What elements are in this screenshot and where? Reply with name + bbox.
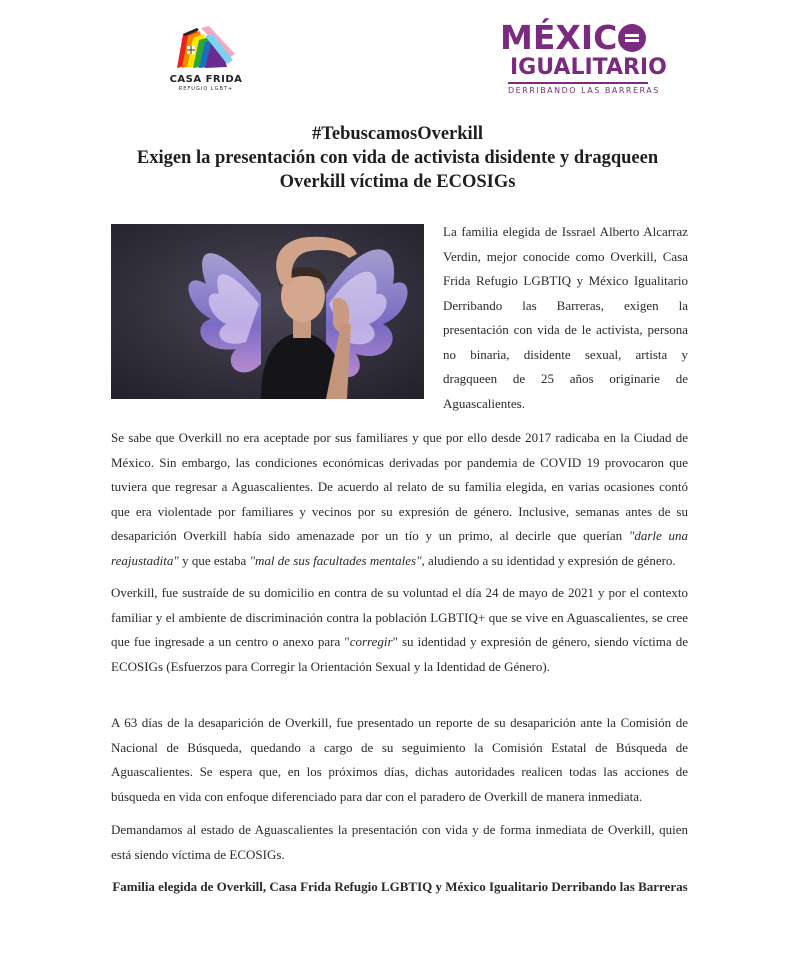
p1-quote-1: "darle una reajustadita" xyxy=(111,528,689,568)
p2-text-a: Overkill, fue sustraíde de su domicilio en contra de su voluntad el día 24 de mayo de 2021 y por el contexto familiar y el ambiente de discriminación contra la población LGBTIQ+ que se vive en Aguascalientes, se cree que fue ingresade a un centro o anexo para " xyxy=(111,585,688,650)
logo-divider xyxy=(508,82,648,84)
activist-photo xyxy=(111,224,424,399)
document-title xyxy=(60,122,735,194)
paragraph-4: Demandamos al estado de Aguascalientes la presentación con vida y de forma inmediata de Overkill, quien está siendo víctima de ECOSIGs. xyxy=(111,822,688,862)
logo-word-igualitario: IGUALITARIO xyxy=(510,55,667,80)
rainbow-house-icon xyxy=(173,24,239,72)
signature: Familia elegida de Overkill, Casa Frida Refugio LGBTIQ y México Igualitario Derribando las Barreras xyxy=(112,879,688,894)
p2-text-b: " su identidad y expresión de género, siendo víctima de ECOSIGs (Esfuerzos para Corregir la Orientación Sexual y la Identidad de Género). xyxy=(111,634,688,674)
logo-wordmark-top xyxy=(500,20,660,56)
equal-sign-icon xyxy=(618,24,646,52)
logo-tagline: DERRIBANDO LAS BARRERAS xyxy=(508,86,660,95)
paragraph-1 xyxy=(111,426,688,574)
p1-text-c: , aludiendo a su identidad y expresión de género. xyxy=(421,552,676,568)
p2-quote: corregir xyxy=(349,634,393,650)
casa-frida-tagline: REFUGIO LGBT+ xyxy=(178,86,234,92)
p1-text-b: y que estaba xyxy=(178,552,250,568)
title-line-1: Exigen la presentación con vida de activista disidente y dragqueen xyxy=(136,148,659,168)
casa-frida-logo xyxy=(168,24,244,104)
casa-frida-name: CASA FRIDA xyxy=(169,74,243,85)
p1-quote-2: "mal de sus facultades mentales" xyxy=(249,552,422,568)
mexico-igualitario-logo xyxy=(500,18,667,100)
title-line-2: Overkill víctima de ECOSIGs xyxy=(279,172,516,192)
p1-text-a: Se sabe que Overkill no era aceptade por sus familiares y que por ello desde 2017 radicaba en la Ciudad de México. Sin embargo, las condiciones económicas derivadas por pandemia de COVID 19 provocaron que tuviera que regresar a Aguascalientes. De acuerdo al relato de su familia elegida, en varias ocasiones contó que era violentade por familiares y vecinos por su expresión de género. Inclusive, semanas antes de su desaparición Overkill había sido amenazade por un tío y un primo, al decirle que querían xyxy=(111,430,688,544)
intro-paragraph: La familia elegida de Issrael Alberto Alcarraz Verdin, mejor conocide como Overkill, Casa Frida Refugio LGBTIQ y México Igualitario Derribando las Barreras, exigen la presentación con vida de le activista, persona no binaria, disidente sexual, artista y dragqueen de 25 años originarie de Aguascalientes. xyxy=(443,224,688,411)
paragraph-3: A 63 días de la desaparición de Overkill, fue presentado un reporte de su desaparición ante la Comisión de Nacional de Búsqueda, quedando a cargo de su seguimiento la Comisión Estatal de Búsqueda de Aguascalientes. Se espera que, en los próximos días, dichas autoridades realicen todas las acciones de búsqueda en vida con enfoque diferenciado para dar con el paradero de Overkill de manera inmediata. xyxy=(111,715,688,804)
paragraph-2 xyxy=(111,581,688,679)
logo-word-mexico: MÉXIC xyxy=(500,18,618,57)
title-hashtag: #TebuscamosOverkill xyxy=(312,124,483,144)
